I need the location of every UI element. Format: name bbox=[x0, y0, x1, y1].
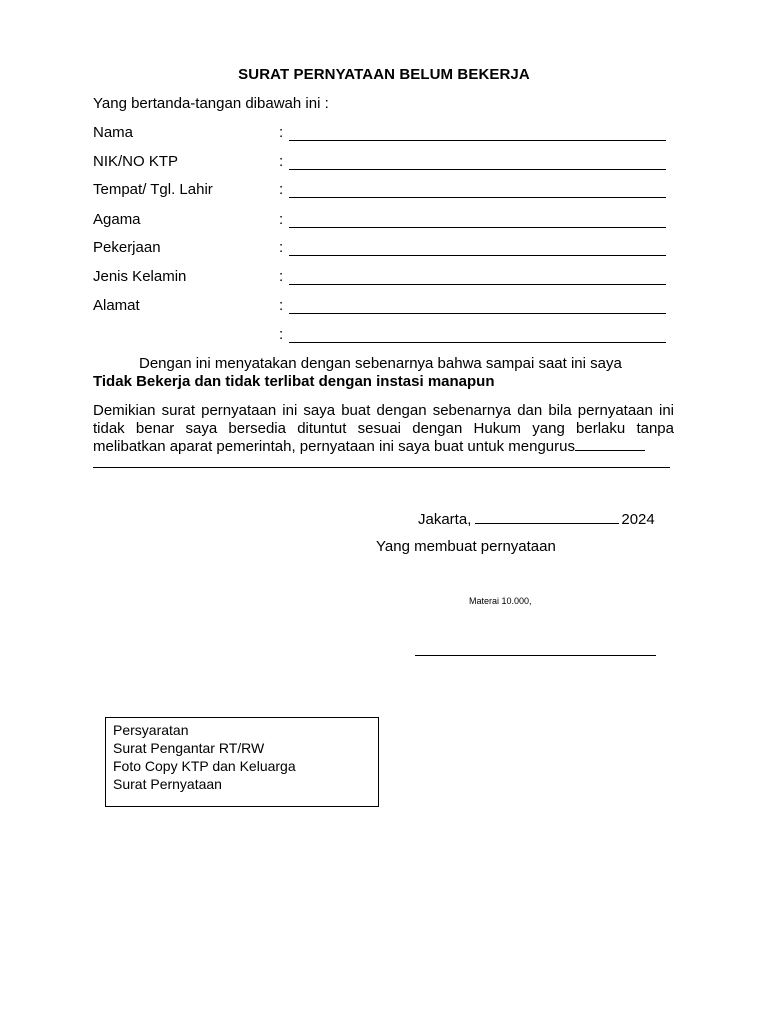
date-blank-line bbox=[475, 509, 619, 524]
field-colon: : bbox=[279, 326, 284, 343]
closing-text: Demikian surat pernyataan ini saya buat dengan sebenarnya dan bila pernyataan ini tidak benar saya bersedia dituntut sesuai dengan Hukum yang berlaku tanpa melibatkan aparat pemerintah, pernyataan ini saya buat untuk mengurus bbox=[93, 402, 674, 455]
field-colon: : bbox=[279, 211, 284, 228]
blank-line bbox=[289, 313, 666, 314]
place-date bbox=[418, 509, 655, 528]
closing-paragraph bbox=[93, 402, 674, 456]
blank-line bbox=[289, 284, 666, 285]
blank-line bbox=[93, 467, 670, 468]
field-colon: : bbox=[279, 124, 284, 141]
requirements-box bbox=[105, 717, 379, 807]
signature-line bbox=[415, 655, 656, 656]
field-alamat-continued bbox=[93, 326, 673, 346]
field-alamat bbox=[93, 297, 673, 317]
statement-bold-text: Tidak Bekerja dan tidak terlibat dengan instasi manapun bbox=[93, 373, 495, 390]
stamp-label: Materai 10.000, bbox=[469, 596, 532, 606]
field-agama bbox=[93, 211, 673, 231]
field-label: Jenis Kelamin bbox=[93, 268, 187, 285]
statement-paragraph bbox=[93, 355, 674, 373]
field-label: Tempat/ Tgl. Lahir bbox=[93, 181, 213, 198]
field-nik bbox=[93, 153, 673, 173]
place-text: Jakarta, bbox=[418, 511, 472, 528]
requirements-heading: Persyaratan bbox=[113, 722, 189, 738]
requirement-item: Surat Pernyataan bbox=[113, 776, 222, 792]
requirement-item: Surat Pengantar RT/RW bbox=[113, 740, 265, 756]
field-colon: : bbox=[279, 268, 284, 285]
field-colon: : bbox=[279, 153, 284, 170]
field-colon: : bbox=[279, 181, 284, 198]
field-colon: : bbox=[279, 239, 284, 256]
field-jenis-kelamin bbox=[93, 268, 673, 288]
field-tempat-tgl-lahir bbox=[93, 181, 673, 201]
field-nama bbox=[93, 124, 673, 144]
field-label: Pekerjaan bbox=[93, 239, 161, 256]
blank-line bbox=[575, 437, 645, 451]
year-text: 2024 bbox=[621, 511, 655, 528]
blank-line bbox=[289, 140, 666, 141]
blank-line bbox=[289, 197, 666, 198]
signatory-label: Yang membuat pernyataan bbox=[376, 538, 556, 555]
field-label: Alamat bbox=[93, 297, 140, 314]
blank-line bbox=[289, 342, 666, 343]
document-title: SURAT PERNYATAAN BELUM BEKERJA bbox=[238, 66, 530, 83]
blank-line bbox=[289, 227, 666, 228]
intro-text: Yang bertanda-tangan dibawah ini : bbox=[93, 95, 329, 112]
field-label: NIK/NO KTP bbox=[93, 153, 179, 170]
field-colon: : bbox=[279, 297, 284, 314]
requirement-item: Foto Copy KTP dan Keluarga bbox=[113, 758, 296, 774]
blank-line bbox=[289, 169, 666, 170]
field-label: Agama bbox=[93, 211, 141, 228]
field-pekerjaan bbox=[93, 239, 673, 259]
statement-text: Dengan ini menyatakan dengan sebenarnya bahwa sampai saat ini saya bbox=[139, 355, 622, 372]
field-label: Nama bbox=[93, 124, 134, 141]
blank-line bbox=[289, 255, 666, 256]
